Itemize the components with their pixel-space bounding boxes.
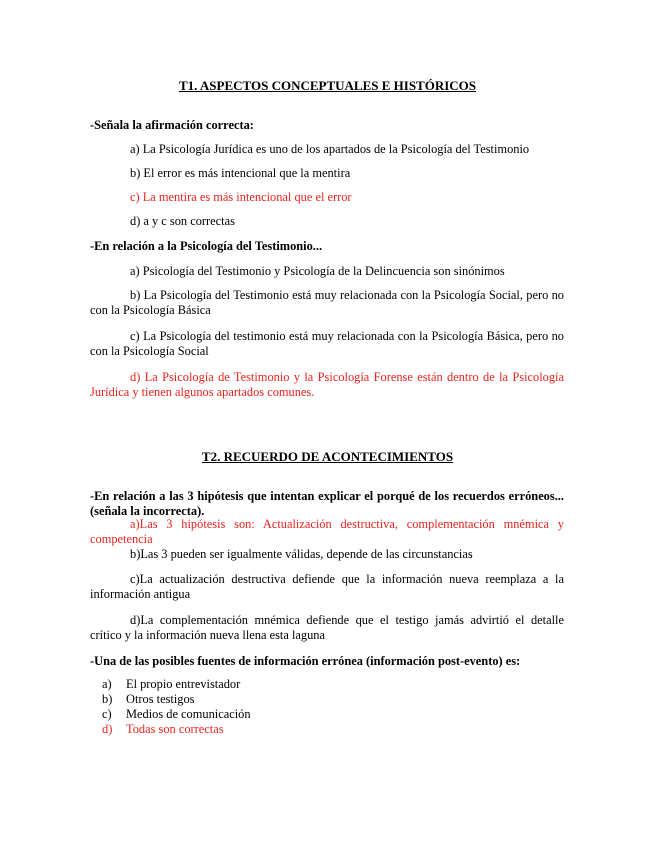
question-4-option-c — [102, 707, 251, 722]
question-4-text: -Una de las posibles fuentes de información errónea (información post-evento) es: — [90, 654, 521, 668]
option-text: Todas son correctas — [126, 722, 224, 736]
question-1-text: -Señala la afirmación correcta: — [90, 118, 254, 132]
option-text: c) La mentira es más intencional que el error — [130, 190, 352, 204]
list-marker: b) — [102, 692, 113, 706]
list-marker: c) — [102, 707, 112, 721]
option-text: d) a y c son correctas — [130, 214, 235, 228]
list-marker: d) — [102, 722, 113, 736]
option-text: a) Psicología del Testimonio y Psicología de la Delincuencia son sinónimos — [130, 264, 505, 278]
option-text: a) La Psicología Jurídica es uno de los apartados de la Psicología del Testimonio — [130, 142, 530, 156]
question-2-option-d-correct: d) La Psicología de Testimonio y la Psicología Forense están dentro de la Psicología Jurídica y tienen algunos apartados comunes. — [90, 370, 564, 399]
question-1-option-a — [90, 142, 564, 157]
question-4-option-b — [102, 692, 195, 707]
question-2-option-c: c) La Psicología del testimonio está muy relacionada con la Psicología Básica, pero no con la Psicología Social — [90, 329, 564, 358]
question-2-option-b: b) La Psicología del Testimonio está muy relacionada con la Psicología Social, pero no con la Psicología Básica — [90, 288, 564, 317]
question-1-option-d — [90, 214, 564, 229]
question-4-option-a — [102, 677, 241, 692]
option-text: Medios de comunicación — [126, 707, 251, 721]
option-text: El propio entrevistador — [126, 677, 241, 691]
question-4-option-d-correct — [102, 722, 224, 737]
question-1-option-c-correct — [90, 190, 564, 205]
question-2-option-a — [90, 264, 564, 279]
option-text: b)Las 3 pueden ser igualmente válidas, depende de las circunstancias — [130, 547, 473, 561]
question-2-text: -En relación a la Psicología del Testimonio... — [90, 239, 323, 253]
option-text: Otros testigos — [126, 692, 195, 706]
section-title-t2: T2. RECUERDO DE ACONTECIMIENTOS — [201, 449, 454, 464]
list-marker: a) — [102, 677, 112, 691]
section-title-t1: T1. ASPECTOS CONCEPTUALES E HISTÓRICOS — [178, 78, 477, 93]
question-3-option-c: c)La actualización destructiva defiende que la información nueva reemplaza a la información antigua — [90, 572, 564, 601]
question-1-option-b — [90, 166, 564, 181]
question-3-text: -En relación a las 3 hipótesis que intentan explicar el porqué de los recuerdos erróneos...(señala la incorrecta). — [90, 489, 564, 518]
question-3-option-a-correct: a)Las 3 hipótesis son: Actualización destructiva, complementación mnémica y competencia — [90, 517, 564, 546]
question-3-option-b — [90, 547, 564, 562]
option-text: b) El error es más intencional que la mentira — [130, 166, 351, 180]
question-3-option-d: d)La complementación mnémica defiende que el testigo jamás advirtió el detalle crítico y la información nueva llena esta laguna — [90, 613, 564, 642]
